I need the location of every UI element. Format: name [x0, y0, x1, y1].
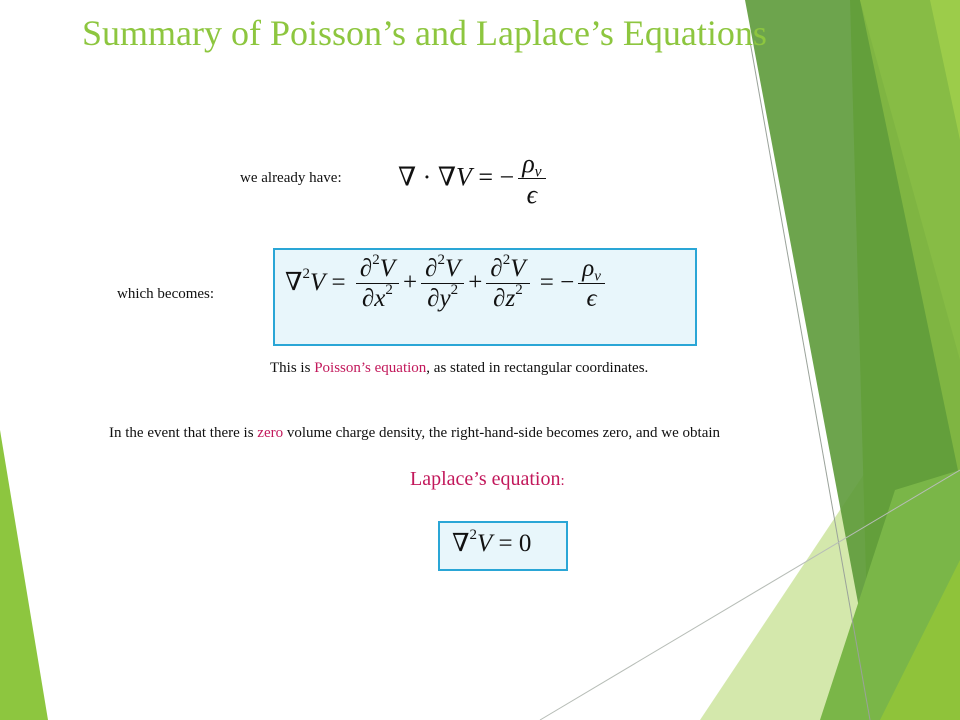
zero-density-note: In the event that there is zero volume charge density, the right-hand-side becomes zero, and we obtain [109, 425, 721, 441]
label-which-becomes: which becomes: [117, 286, 215, 302]
left-green-stripe [0, 430, 48, 720]
poisson-equation: ∇$^2$V = $\frac{\partial^2V}{\partial x^2}$ + $\frac{\partial^2V}{\partial y^2}$ + $\frac{\partial^2V}{\partial z^2}$ = − $\frac{\rho_v}{\epsilon}$ [285, 256, 609, 313]
zero-highlight: zero [257, 425, 284, 441]
poisson-highlight: Poisson’s equation [314, 360, 427, 376]
gauss-equation: ∇ · ∇V = − $\frac{\rho_v}{\epsilon}$ [398, 150, 550, 209]
laplace-heading: Laplace’s equation: [410, 468, 565, 490]
slide-title: Summary of Poisson’s and Laplace’s Equations [82, 13, 767, 53]
laplace-equation: ∇$^2$V = 0 [452, 527, 532, 557]
label-already-have: we already have: [240, 170, 342, 186]
poisson-note: This is Poisson’s equation, as stated in rectangular coordinates. [270, 360, 649, 376]
